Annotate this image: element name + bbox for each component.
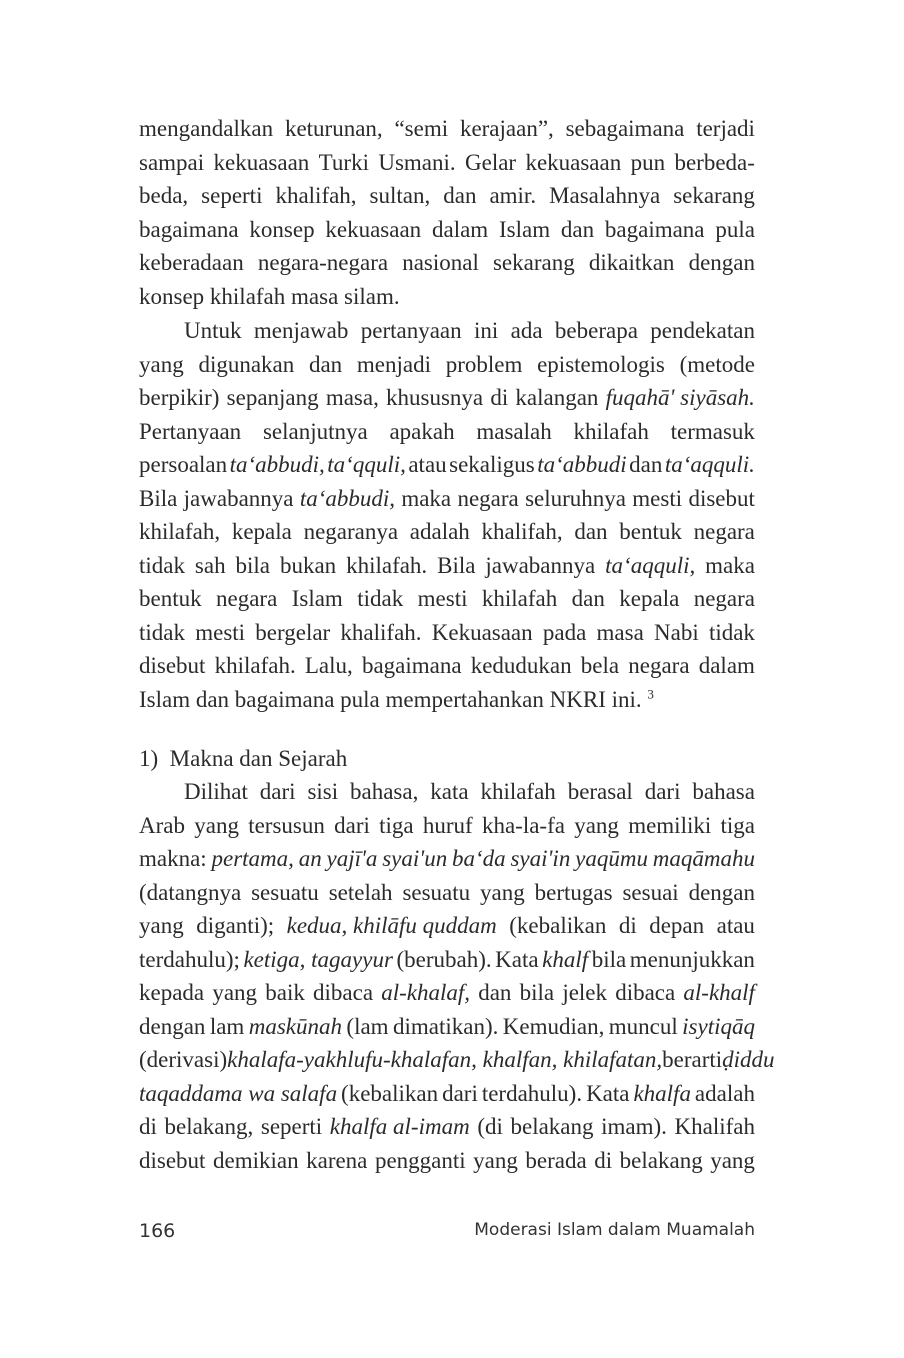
text-line: taqaddama wa salafa (kebalikan dari terdahulu). Kata khalfa adalah [139,1080,755,1106]
text-line: yang digunakan dan menjadi problem epistemologis (metode [139,351,755,377]
text-line: Arab yang tersusun dari tiga huruf kha-la-fa yang memiliki tiga [139,812,755,838]
paragraph-3 [139,775,775,1177]
text-line: makna: pertama, an yajī'a syai'un ba‘da syai'in yaqūmu maqāmahu [139,846,755,871]
text-line: beda, seperti khalifah, sultan, dan amir. Masalahnya sekarang [139,183,755,208]
text-line: Dilihat dari sisi bahasa, kata khilafah berasal dari bahasa [184,779,755,804]
text-line: di belakang, seperti khalfa al-imam (di belakang imam). Khalifah [139,1114,755,1139]
text-line: tidak mesti bergelar khalifah. Kekuasaan pada masa Nabi tidak [139,619,755,645]
text-line: yang diganti); kedua, khilāfu quddam (kebalikan di depan atau [139,913,755,938]
text-line: disebut khilafah. Lalu, bagaimana kedudukan bela negara dalam [139,653,755,678]
text-line: mengandalkan keturunan, “semi kerajaan”, sebagaimana terjadi [139,116,755,141]
text-line: Untuk menjawab pertanyaan ini ada beberapa pendekatan [184,318,755,343]
text-line: sampai kekuasaan Turki Usmani. Gelar kekuasaan pun berbeda- [139,149,755,175]
text-line: Pertanyaan selanjutnya apakah masalah khilafah termasuk [139,418,755,444]
text-line: terdahulu); ketiga, tagayyur (berubah). Kata khalf bila menunjukkan [139,946,755,972]
text-line: kepada yang baik dibaca al-khalaf, dan bila jelek dibaca al-khalf [139,980,755,1005]
text-line: bentuk negara Islam tidak mesti khilafah dan kepala negara [139,586,755,611]
section-heading [139,742,755,776]
text-line: bagaimana konsep kekuasaan dalam Islam dan bagaimana pula [139,216,755,242]
running-title: Moderasi Islam dalam Muamalah [474,1220,755,1240]
text-line: disebut demikian karena pengganti yang berada di belakang yang [139,1147,755,1173]
heading-text: 1) Makna dan Sejarah [139,746,348,771]
page-number: 166 [139,1220,176,1242]
page-footer [139,1220,755,1246]
text-line: Islam dan bagaimana pula mempertahankan NKRI ini. $^3$ [139,685,654,712]
text-line: tidak sah bila bukan khilafah. Bila jawabannya ta‘aqquli, maka [139,552,755,578]
text-line: berpikir) sepanjang masa, khususnya di kalangan fuqahā' siyāsah. [139,385,755,410]
text-line: Bila jawabannya ta‘abbudi, maka negara seluruhnya mesti disebut [139,485,755,511]
text-line: konsep khilafah masa silam. [139,283,400,309]
text-line: persoalan ta‘abbudi, ta‘qquli, atau sekaligus ta‘abbudi dan ta‘aqquli. [139,452,755,477]
text-line: (derivasi) khalafa-yakhlufu-khalafan, khalfan, khilafatan, berarti ḍiddu [139,1047,775,1072]
paragraph-2 [139,314,755,716]
text-line: khilafah, kepala negaranya adalah khalifah, dan bentuk negara [139,519,755,544]
paragraph-1 [139,112,755,313]
text-line: (datangnya sesuatu setelah sesuatu yang bertugas sesuai dengan [139,879,755,905]
text-line: keberadaan negara-negara nasional sekarang dikaitkan dengan [139,250,755,275]
text-line: dengan lam maskūnah (lam dimatikan). Kemudian, muncul isytiqāq [139,1013,755,1039]
footnote-reference[interactable]: 3 [647,685,654,701]
